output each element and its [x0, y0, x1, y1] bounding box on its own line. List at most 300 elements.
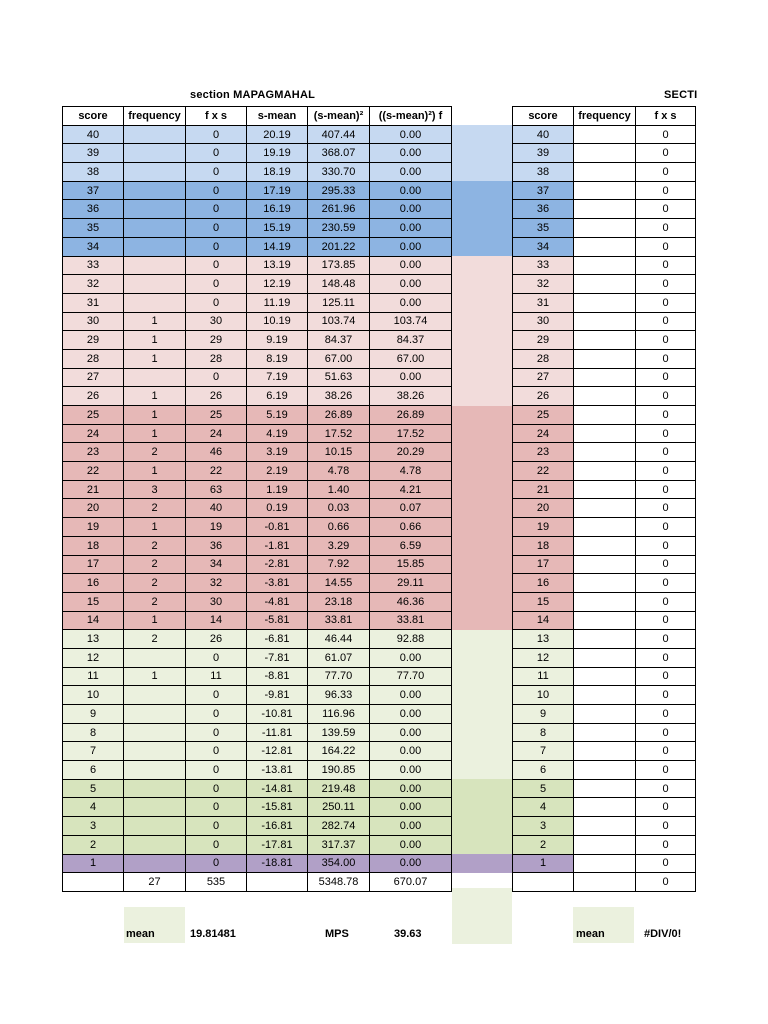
cell-s-mean-squared-f: 0.00 [370, 686, 452, 705]
cell-s-mean-squared-f: 20.29 [370, 443, 452, 462]
cell-fxs: 0 [636, 275, 696, 294]
cell-fxs: 22 [186, 462, 247, 481]
cell-score: 27 [513, 368, 574, 387]
cell-s-mean-squared: 0.66 [308, 518, 370, 537]
cell-s-mean-squared-f: 4.21 [370, 480, 452, 499]
table-row [63, 835, 452, 854]
cell-s-mean: 20.19 [247, 125, 308, 144]
total-cell-fxs: 535 [186, 873, 247, 892]
cell-score: 13 [513, 630, 574, 649]
cell-score: 33 [513, 256, 574, 275]
table-row [513, 667, 696, 686]
cell-frequency [574, 835, 636, 854]
cell-score: 25 [63, 406, 124, 425]
cell-s-mean-squared-f: 29.11 [370, 574, 452, 593]
cell-score: 3 [513, 817, 574, 836]
cell-s-mean-squared: 61.07 [308, 648, 370, 667]
table-row [513, 312, 696, 331]
cell-s-mean-squared-f: 67.00 [370, 349, 452, 368]
table-row [513, 648, 696, 667]
cell-fxs: 0 [186, 368, 247, 387]
cell-fxs: 0 [636, 723, 696, 742]
cell-fxs: 0 [636, 761, 696, 780]
cell-frequency [574, 312, 636, 331]
cell-s-mean: -17.81 [247, 835, 308, 854]
cell-fxs: 0 [636, 424, 696, 443]
cell-s-mean-squared-f: 0.00 [370, 144, 452, 163]
band-segment [452, 219, 512, 238]
cell-fxs: 0 [186, 256, 247, 275]
total-cell-frequency [574, 873, 636, 892]
table-row [513, 144, 696, 163]
cell-score: 11 [63, 667, 124, 686]
cell-s-mean: 11.19 [247, 293, 308, 312]
cell-fxs: 0 [636, 592, 696, 611]
table-row [63, 761, 452, 780]
cell-fxs: 0 [636, 854, 696, 873]
band-segment [452, 275, 512, 294]
cell-s-mean-squared-f: 92.88 [370, 630, 452, 649]
band-segment [452, 667, 512, 686]
cell-s-mean-squared-f: 0.00 [370, 723, 452, 742]
cell-score: 40 [513, 125, 574, 144]
table-row [513, 275, 696, 294]
cell-score: 17 [513, 555, 574, 574]
table-row [513, 349, 696, 368]
cell-s-mean-squared-f: 0.00 [370, 648, 452, 667]
cell-frequency [124, 256, 186, 275]
cell-s-mean: -3.81 [247, 574, 308, 593]
cell-frequency [124, 125, 186, 144]
mean-value: 19.81481 [190, 928, 236, 940]
cell-s-mean-squared-f: 0.00 [370, 779, 452, 798]
band-segment [452, 331, 512, 350]
cell-fxs: 0 [636, 705, 696, 724]
cell-score: 24 [513, 424, 574, 443]
table-row [513, 555, 696, 574]
cell-frequency [124, 798, 186, 817]
cell-score: 33 [63, 256, 124, 275]
band-segment [452, 462, 512, 481]
table-row [63, 817, 452, 836]
table-row [513, 331, 696, 350]
table-row [513, 835, 696, 854]
cell-s-mean-squared: 148.48 [308, 275, 370, 294]
cell-frequency [124, 686, 186, 705]
cell-s-mean: 8.19 [247, 349, 308, 368]
mean-label-2: mean [576, 928, 605, 940]
cell-s-mean-squared-f: 0.00 [370, 275, 452, 294]
table-row [513, 536, 696, 555]
cell-fxs: 0 [186, 275, 247, 294]
cell-fxs: 46 [186, 443, 247, 462]
cell-frequency: 1 [124, 611, 186, 630]
table-row [513, 630, 696, 649]
table-row [63, 798, 452, 817]
cell-s-mean: 19.19 [247, 144, 308, 163]
total-cell-score [63, 873, 124, 892]
table-row [63, 854, 452, 873]
cell-frequency [124, 817, 186, 836]
cell-score: 34 [63, 237, 124, 256]
cell-frequency [574, 667, 636, 686]
table-row [63, 331, 452, 350]
cell-s-mean-squared: 4.78 [308, 462, 370, 481]
table-row [513, 518, 696, 537]
cell-fxs: 0 [636, 779, 696, 798]
cell-fxs: 0 [186, 125, 247, 144]
cell-fxs: 0 [186, 237, 247, 256]
cell-score: 7 [63, 742, 124, 761]
cell-frequency [124, 854, 186, 873]
cell-s-mean-squared-f: 0.00 [370, 181, 452, 200]
cell-frequency [574, 611, 636, 630]
cell-score: 25 [513, 406, 574, 425]
cell-fxs: 0 [186, 835, 247, 854]
cell-frequency [124, 648, 186, 667]
table-row [513, 387, 696, 406]
cell-frequency: 2 [124, 499, 186, 518]
cell-fxs: 0 [186, 144, 247, 163]
cell-score: 36 [513, 200, 574, 219]
table-header-row [513, 107, 696, 126]
cell-score: 14 [63, 611, 124, 630]
cell-frequency [574, 648, 636, 667]
cell-frequency: 1 [124, 387, 186, 406]
cell-s-mean: 17.19 [247, 181, 308, 200]
band-segment [452, 125, 512, 144]
table-row [63, 312, 452, 331]
header-fxs: f x s [186, 107, 247, 126]
cell-s-mean-squared: 7.92 [308, 555, 370, 574]
cell-s-mean: -18.81 [247, 854, 308, 873]
table-row [63, 256, 452, 275]
cell-frequency [574, 592, 636, 611]
cell-fxs: 0 [186, 705, 247, 724]
cell-s-mean-squared-f: 0.07 [370, 499, 452, 518]
cell-s-mean-squared-f: 0.00 [370, 293, 452, 312]
cell-fxs: 0 [186, 219, 247, 238]
table-row [63, 424, 452, 443]
band-segment [452, 686, 512, 705]
cell-score: 5 [513, 779, 574, 798]
cell-frequency [574, 163, 636, 182]
cell-s-mean: 3.19 [247, 443, 308, 462]
cell-frequency [124, 237, 186, 256]
cell-s-mean: -11.81 [247, 723, 308, 742]
cell-fxs: 0 [636, 125, 696, 144]
header-s-mean-squared-f: ((s-mean)²) f [370, 107, 452, 126]
cell-score: 28 [63, 349, 124, 368]
table-row [513, 181, 696, 200]
cell-score: 40 [63, 125, 124, 144]
cell-fxs: 0 [636, 817, 696, 836]
cell-fxs: 28 [186, 349, 247, 368]
cell-fxs: 25 [186, 406, 247, 425]
cell-score: 4 [63, 798, 124, 817]
cell-s-mean: -16.81 [247, 817, 308, 836]
table-row [513, 817, 696, 836]
cell-score: 2 [63, 835, 124, 854]
table-row [63, 219, 452, 238]
table-row [63, 742, 452, 761]
cell-s-mean: 10.19 [247, 312, 308, 331]
cell-fxs: 0 [636, 555, 696, 574]
cell-s-mean-squared-f: 0.00 [370, 125, 452, 144]
table-row [513, 723, 696, 742]
cell-s-mean: -10.81 [247, 705, 308, 724]
cell-s-mean: 15.19 [247, 219, 308, 238]
cell-s-mean-squared-f: 0.00 [370, 798, 452, 817]
cell-frequency [574, 256, 636, 275]
cell-score: 32 [63, 275, 124, 294]
frequency-table-section-2 [512, 106, 696, 892]
cell-frequency [574, 293, 636, 312]
table-row [63, 462, 452, 481]
band-segment [452, 592, 512, 611]
cell-fxs: 0 [636, 144, 696, 163]
cell-frequency [124, 163, 186, 182]
cell-frequency [574, 125, 636, 144]
cell-score: 20 [63, 499, 124, 518]
header-score: score [63, 107, 124, 126]
cell-frequency [124, 742, 186, 761]
cell-score: 21 [63, 480, 124, 499]
cell-score: 6 [63, 761, 124, 780]
cell-frequency [124, 181, 186, 200]
cell-frequency [574, 424, 636, 443]
cell-score: 19 [63, 518, 124, 537]
cell-s-mean-squared-f: 0.66 [370, 518, 452, 537]
cell-score: 9 [513, 705, 574, 724]
cell-score: 22 [63, 462, 124, 481]
table-row [513, 443, 696, 462]
cell-s-mean-squared: 46.44 [308, 630, 370, 649]
cell-frequency [574, 181, 636, 200]
cell-frequency: 2 [124, 536, 186, 555]
cell-score: 17 [63, 555, 124, 574]
cell-fxs: 0 [186, 798, 247, 817]
cell-s-mean-squared: 330.70 [308, 163, 370, 182]
cell-fxs: 0 [636, 406, 696, 425]
cell-s-mean-squared-f: 0.00 [370, 163, 452, 182]
cell-frequency [574, 536, 636, 555]
table-row [63, 536, 452, 555]
total-cell-s-mean-squared: 5348.78 [308, 873, 370, 892]
cell-s-mean-squared: 84.37 [308, 331, 370, 350]
cell-score: 26 [63, 387, 124, 406]
cell-s-mean-squared-f: 0.00 [370, 368, 452, 387]
cell-frequency [574, 387, 636, 406]
cell-score: 12 [513, 648, 574, 667]
cell-frequency [124, 275, 186, 294]
cell-s-mean-squared-f: 0.00 [370, 200, 452, 219]
cell-s-mean: 12.19 [247, 275, 308, 294]
cell-frequency [574, 406, 636, 425]
cell-frequency [124, 144, 186, 163]
band-segment [452, 611, 512, 630]
cell-s-mean-squared-f: 26.89 [370, 406, 452, 425]
cell-frequency: 3 [124, 480, 186, 499]
table-row [63, 275, 452, 294]
cell-frequency [574, 368, 636, 387]
cell-s-mean-squared: 103.74 [308, 312, 370, 331]
totals-row [513, 873, 696, 892]
cell-fxs: 0 [636, 349, 696, 368]
cell-s-mean: 0.19 [247, 499, 308, 518]
cell-s-mean-squared-f: 0.00 [370, 256, 452, 275]
cell-score: 32 [513, 275, 574, 294]
cell-s-mean-squared-f: 33.81 [370, 611, 452, 630]
cell-s-mean-squared: 0.03 [308, 499, 370, 518]
band-segment [452, 555, 512, 574]
cell-s-mean-squared-f: 4.78 [370, 462, 452, 481]
cell-score: 30 [63, 312, 124, 331]
cell-score: 23 [63, 443, 124, 462]
cell-s-mean-squared: 295.33 [308, 181, 370, 200]
table-row [513, 424, 696, 443]
cell-fxs: 0 [636, 443, 696, 462]
cell-score: 8 [513, 723, 574, 742]
band-footer-cell [452, 888, 512, 944]
band-segment [452, 742, 512, 761]
cell-s-mean-squared: 17.52 [308, 424, 370, 443]
cell-frequency [574, 742, 636, 761]
table-row [63, 592, 452, 611]
cell-fxs: 19 [186, 518, 247, 537]
cell-score: 29 [63, 331, 124, 350]
cell-frequency [574, 443, 636, 462]
cell-s-mean-squared-f: 0.00 [370, 854, 452, 873]
table-row [63, 574, 452, 593]
band-segment [452, 761, 512, 780]
cell-fxs: 34 [186, 555, 247, 574]
cell-score: 1 [63, 854, 124, 873]
cell-fxs: 0 [636, 648, 696, 667]
band-segment [452, 256, 512, 275]
cell-s-mean-squared-f: 38.26 [370, 387, 452, 406]
table-row [513, 480, 696, 499]
table-row [63, 499, 452, 518]
table-row [63, 163, 452, 182]
table-row [513, 462, 696, 481]
table-row [513, 798, 696, 817]
cell-fxs: 0 [186, 761, 247, 780]
total-cell-score [513, 873, 574, 892]
cell-s-mean-squared: 3.29 [308, 536, 370, 555]
cell-score: 18 [63, 536, 124, 555]
table-row [513, 406, 696, 425]
table-row [63, 555, 452, 574]
cell-s-mean: -13.81 [247, 761, 308, 780]
band-segment [452, 480, 512, 499]
cell-frequency [574, 462, 636, 481]
cell-frequency [574, 574, 636, 593]
mps-value: 39.63 [394, 928, 422, 940]
cell-score: 8 [63, 723, 124, 742]
cell-fxs: 40 [186, 499, 247, 518]
cell-fxs: 0 [186, 648, 247, 667]
header-fxs: f x s [636, 107, 696, 126]
cell-frequency: 2 [124, 592, 186, 611]
cell-fxs: 26 [186, 387, 247, 406]
cell-s-mean: -5.81 [247, 611, 308, 630]
cell-fxs: 0 [636, 611, 696, 630]
cell-s-mean: 14.19 [247, 237, 308, 256]
cell-fxs: 0 [186, 200, 247, 219]
cell-fxs: 0 [636, 798, 696, 817]
cell-s-mean-squared: 51.63 [308, 368, 370, 387]
cell-score: 18 [513, 536, 574, 555]
table-row [513, 592, 696, 611]
table-row [63, 181, 452, 200]
cell-fxs: 0 [636, 630, 696, 649]
cell-score: 34 [513, 237, 574, 256]
cell-s-mean: -2.81 [247, 555, 308, 574]
mps-label: MPS [325, 928, 349, 940]
cell-score: 26 [513, 387, 574, 406]
totals-row [63, 873, 452, 892]
cell-s-mean-squared: 354.00 [308, 854, 370, 873]
cell-s-mean-squared: 125.11 [308, 293, 370, 312]
cell-fxs: 0 [636, 293, 696, 312]
cell-s-mean-squared: 23.18 [308, 592, 370, 611]
cell-fxs: 0 [636, 686, 696, 705]
cell-fxs: 0 [636, 219, 696, 238]
cell-s-mean-squared: 173.85 [308, 256, 370, 275]
cell-frequency [574, 237, 636, 256]
cell-fxs: 0 [186, 779, 247, 798]
cell-fxs: 0 [636, 387, 696, 406]
band-segment [452, 163, 512, 182]
cell-frequency [124, 723, 186, 742]
cell-s-mean-squared: 96.33 [308, 686, 370, 705]
cell-s-mean-squared-f: 0.00 [370, 219, 452, 238]
cell-s-mean: -9.81 [247, 686, 308, 705]
cell-s-mean: 13.19 [247, 256, 308, 275]
table-row [63, 125, 452, 144]
cell-s-mean: 5.19 [247, 406, 308, 425]
cell-s-mean-squared-f: 77.70 [370, 667, 452, 686]
cell-s-mean-squared: 201.22 [308, 237, 370, 256]
table-row [513, 368, 696, 387]
cell-frequency [574, 499, 636, 518]
header-frequency: frequency [574, 107, 636, 126]
cell-s-mean-squared-f: 0.00 [370, 742, 452, 761]
cell-s-mean: 4.19 [247, 424, 308, 443]
band-segment [452, 406, 512, 425]
table-row [63, 237, 452, 256]
band-segment [452, 835, 512, 854]
cell-fxs: 0 [186, 723, 247, 742]
cell-s-mean-squared-f: 0.00 [370, 761, 452, 780]
cell-s-mean: 2.19 [247, 462, 308, 481]
cell-frequency [124, 761, 186, 780]
cell-frequency: 1 [124, 518, 186, 537]
cell-score: 21 [513, 480, 574, 499]
cell-s-mean-squared-f: 15.85 [370, 555, 452, 574]
cell-score: 23 [513, 443, 574, 462]
cell-s-mean: 16.19 [247, 200, 308, 219]
cell-s-mean: -15.81 [247, 798, 308, 817]
cell-s-mean-squared: 261.96 [308, 200, 370, 219]
band-segment [452, 723, 512, 742]
cell-s-mean: -1.81 [247, 536, 308, 555]
cell-s-mean-squared: 282.74 [308, 817, 370, 836]
cell-score: 39 [513, 144, 574, 163]
cell-fxs: 29 [186, 331, 247, 350]
cell-frequency [574, 630, 636, 649]
